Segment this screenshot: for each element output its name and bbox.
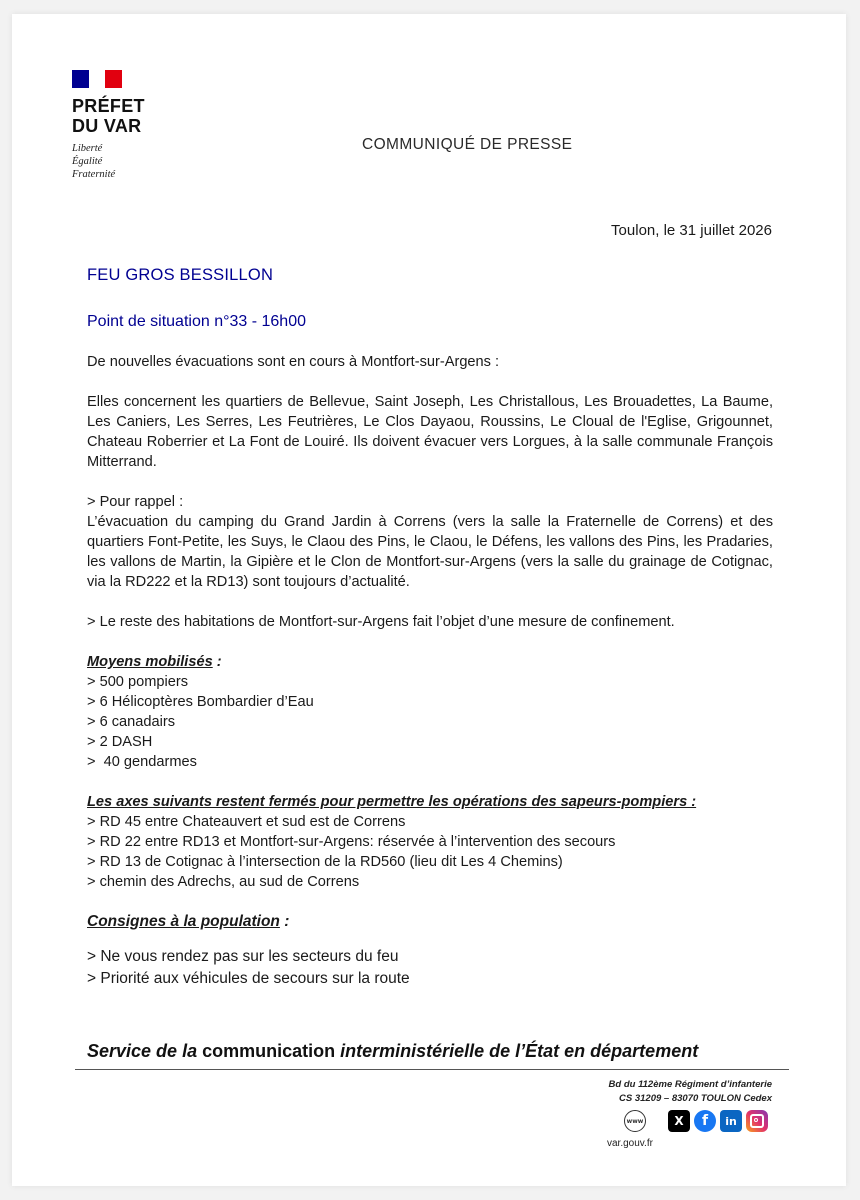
motto-liberte: Liberté — [72, 143, 103, 154]
list-item: > 6 Hélicoptères Bombardier d’Eau — [87, 694, 314, 710]
document-page — [12, 14, 846, 1186]
footer-divider — [75, 1069, 789, 1070]
moyens-heading: Moyens mobilisés : — [87, 654, 222, 670]
evacuations-paragraph: Elles concernent les quartiers de Bellevue, Saint Joseph, Les Christallous, Les Brouadettes, La Baume, Les Caniers, Les Serres, Les Feutrières, Le Clos Dayaou, Roussins, Le Cloual de l'Eglise, Grigounnet, Chateau Roberrier et La Font de Louiré. Ils doivent évacuer vers Lorgues, à la salle communale François Mitterrand. — [87, 394, 773, 470]
list-item: > chemin des Adrechs, au sud de Correns — [87, 874, 360, 890]
marianne-flag-icon — [72, 70, 122, 88]
logo-line-2: DU VAR — [72, 116, 142, 136]
release-date: Toulon, le 31 juillet 2026 — [611, 222, 772, 239]
list-item: > RD 22 entre RD13 et Montfort-sur-Argens: réservée à l’intervention des secours — [87, 834, 616, 850]
list-item: > 500 pompiers — [87, 674, 189, 690]
situation-point: Point de situation n°33 - 16h00 — [87, 313, 306, 330]
confinement-paragraph: > Le reste des habitations de Montfort-sur-Argens fait l’objet d’une mesure de confinement. — [87, 614, 675, 630]
list-item: > 6 canadairs — [87, 714, 176, 730]
address-line-2: CS 31209 – 83070 TOULON Cedex — [619, 1093, 772, 1104]
rappel-label: > Pour rappel : — [87, 494, 184, 510]
axes-heading — [87, 792, 773, 812]
press-release-title: COMMUNIQUÉ DE PRESSE — [362, 136, 573, 153]
intro-paragraph: De nouvelles évacuations sont en cours à Montfort-sur-Argens : — [87, 354, 500, 370]
logo-line-1: PRÉFET — [72, 96, 145, 116]
consignes-title: Consignes à la population — [87, 913, 280, 930]
list-item: > 40 gendarmes — [87, 754, 197, 770]
moyens-title: Moyens mobilisés — [87, 654, 213, 670]
republic-motto — [72, 142, 145, 181]
axes-title: Les axes suivants restent fermés pour permettre les opérations des sapeurs-pompiers : — [87, 794, 697, 810]
release-body — [87, 352, 773, 990]
motto-fraternite: Fraternité — [72, 169, 116, 180]
list-item: > Priorité aux véhicules de secours sur la route — [87, 970, 410, 987]
www-icon[interactable]: www — [624, 1110, 646, 1132]
rappel-paragraph: L’évacuation du camping du Grand Jardin à Correns (vers la salle la Fraternelle de Correns) et des quartiers Font-Petite, les Suys, le Claou des Pins, le Claou, le Défens, les vallons des Pins, les Pradaries, les vallons de Martin, la Gipière et le Clon de Montfort-sur-Argens (vers la salle du grainage de Cotignac, via la RD222 et la RD13) sont toujours d’actualité. — [87, 514, 773, 590]
x-icon[interactable]: X — [668, 1110, 690, 1132]
list-item: > 2 DASH — [87, 734, 153, 750]
list-item: > RD 13 de Cotignac à l’intersection de la RD560 (lieu dit Les 4 Chemins) — [87, 854, 563, 870]
footer-service-name: Service de la communication interministérielle de l’État en département — [87, 1041, 699, 1061]
website-link[interactable]: var.gouv.fr — [607, 1138, 653, 1149]
fire-title: FEU GROS BESSILLON — [87, 266, 274, 284]
list-item: > Ne vous rendez pas sur les secteurs du feu — [87, 948, 399, 965]
instagram-icon[interactable] — [746, 1110, 768, 1132]
list-item: > RD 45 entre Chateauvert et sud est de Correns — [87, 814, 406, 830]
postal-address — [609, 1078, 772, 1106]
linkedin-icon[interactable]: in — [720, 1110, 742, 1132]
prefet-logo — [72, 70, 145, 181]
address-line-1: Bd du 112ème Régiment d’infanterie — [608, 1079, 772, 1090]
consignes-heading: Consignes à la population : — [87, 913, 290, 930]
social-links — [624, 1110, 768, 1132]
facebook-icon[interactable]: f — [694, 1110, 716, 1132]
motto-egalite: Égalité — [72, 156, 103, 167]
